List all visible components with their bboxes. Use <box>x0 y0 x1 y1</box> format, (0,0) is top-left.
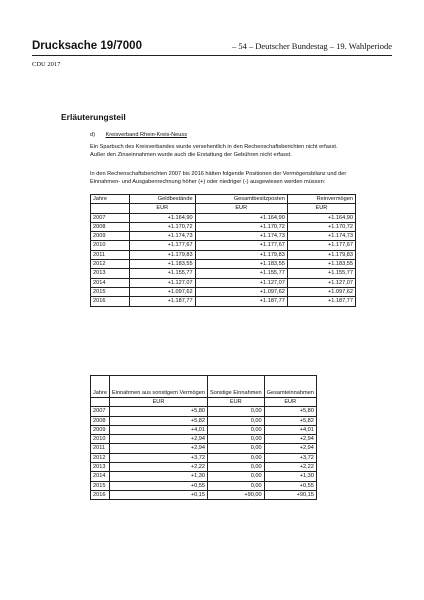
table-row <box>91 222 356 231</box>
header-divider <box>32 55 392 56</box>
value-cell: +5,80 <box>264 407 316 416</box>
year-cell: 2011 <box>91 444 110 453</box>
table-header-row <box>91 376 317 398</box>
column-header: Gesamteinnahmen <box>264 376 316 398</box>
unit-cell <box>91 398 110 407</box>
value-cell: +1.164,90 <box>130 213 196 222</box>
table-row <box>91 407 317 416</box>
year-cell: 2012 <box>91 260 130 269</box>
year-cell: 2013 <box>91 463 110 472</box>
value-cell: +1.170,72 <box>130 222 196 231</box>
value-cell: +1.097,62 <box>130 287 196 296</box>
year-cell: 2009 <box>91 232 130 241</box>
value-cell: +3,72 <box>110 453 208 462</box>
value-cell: +1.177,67 <box>287 241 355 250</box>
value-cell: +1.170,72 <box>287 222 355 231</box>
value-cell: +1.187,77 <box>195 297 287 306</box>
table-row <box>91 444 317 453</box>
table-row <box>91 297 356 306</box>
unit-cell: EUR <box>110 398 208 407</box>
year-cell: 2007 <box>91 213 130 222</box>
value-cell: +1.127,07 <box>195 278 287 287</box>
year-cell: 2016 <box>91 490 110 499</box>
year-cell: 2015 <box>91 287 130 296</box>
value-cell: +1.179,83 <box>130 250 196 259</box>
value-cell: +0,55 <box>110 481 208 490</box>
value-cell: 0,00 <box>207 416 264 425</box>
year-cell: 2008 <box>91 416 110 425</box>
table-header-row <box>91 195 356 204</box>
year-cell: 2015 <box>91 481 110 490</box>
value-cell: +90,15 <box>264 490 316 499</box>
value-cell: +1.183,55 <box>130 260 196 269</box>
year-cell: 2009 <box>91 425 110 434</box>
value-cell: +1,30 <box>110 472 208 481</box>
column-header: Jahre <box>91 195 130 204</box>
year-cell: 2012 <box>91 453 110 462</box>
document-number: Drucksache 19/7000 <box>32 40 142 52</box>
table-row <box>91 287 356 296</box>
value-cell: +1.174,73 <box>195 232 287 241</box>
value-cell: +1.174,73 <box>287 232 355 241</box>
table-unit-row <box>91 398 317 407</box>
value-cell: +1.097,62 <box>287 287 355 296</box>
income-table <box>90 375 317 500</box>
value-cell: +2,22 <box>264 463 316 472</box>
party-label: CDU 2017 <box>32 61 61 68</box>
value-cell: +1.127,07 <box>130 278 196 287</box>
value-cell: +1.127,07 <box>287 278 355 287</box>
year-cell: 2007 <box>91 407 110 416</box>
unit-cell: EUR <box>130 204 196 213</box>
column-header: Geldbestände <box>130 195 196 204</box>
value-cell: +5,80 <box>110 407 208 416</box>
table-row <box>91 453 317 462</box>
column-header: Gesamtbesitzposten <box>195 195 287 204</box>
column-header: Jahre <box>91 376 110 398</box>
unit-cell: EUR <box>264 398 316 407</box>
subsection-title <box>90 132 187 138</box>
year-cell: 2013 <box>91 269 130 278</box>
table-row <box>91 269 356 278</box>
unit-cell: EUR <box>287 204 355 213</box>
paragraph-2: In den Rechenschaftsberichten 2007 bis 2016 hätten folgende Positionen der Vermögensbilanz und der Einnahmen- und Ausgabenrechnung höher (+) oder niedriger (-) ausgewiesen werden müssen: <box>90 171 347 185</box>
value-cell: +2,94 <box>110 444 208 453</box>
value-cell: +1.097,62 <box>195 287 287 296</box>
table-row <box>91 490 317 499</box>
paragraph-1: Ein Sparbuch des Kreisverbandes wurde versehentlich in den Rechenschaftsberichten nicht erfasst. Außer den Zinseinnahmen wurde auch die Erstattung der Gebühren nicht erfasst. <box>90 144 338 158</box>
value-cell: 0,00 <box>207 407 264 416</box>
value-cell: +4,01 <box>110 425 208 434</box>
value-cell: 0,00 <box>207 435 264 444</box>
value-cell: 0,00 <box>207 481 264 490</box>
table-row <box>91 232 356 241</box>
unit-cell: EUR <box>207 398 264 407</box>
value-cell: +90,00 <box>207 490 264 499</box>
table-row <box>91 463 317 472</box>
value-cell: +1.179,83 <box>287 250 355 259</box>
value-cell: +1.174,73 <box>130 232 196 241</box>
table-row <box>91 278 356 287</box>
table-row <box>91 481 317 490</box>
value-cell: +1.177,67 <box>195 241 287 250</box>
year-cell: 2011 <box>91 250 130 259</box>
value-cell: +1.155,77 <box>195 269 287 278</box>
table-row <box>91 425 317 434</box>
value-cell: +1.164,90 <box>287 213 355 222</box>
subsection-label: d) <box>90 132 95 138</box>
value-cell: +2,94 <box>110 435 208 444</box>
table-row <box>91 241 356 250</box>
value-cell: 0,00 <box>207 444 264 453</box>
table-row <box>91 213 356 222</box>
value-cell: +1.155,77 <box>130 269 196 278</box>
value-cell: +4,01 <box>264 425 316 434</box>
subsection-name: Kreisverband Rhein-Kreis-Neuss <box>105 132 188 138</box>
year-cell: 2010 <box>91 435 110 444</box>
column-header: Einnahmen aus sonstigem Vermögen <box>110 376 208 398</box>
value-cell: +1.183,55 <box>195 260 287 269</box>
unit-cell <box>91 204 130 213</box>
year-cell: 2014 <box>91 278 130 287</box>
publisher-line: Deutscher Bundestag – 19. Wahlperiode <box>255 41 392 51</box>
value-cell: +0,55 <box>264 481 316 490</box>
value-cell: +1,30 <box>264 472 316 481</box>
value-cell: +0,15 <box>110 490 208 499</box>
unit-cell: EUR <box>195 204 287 213</box>
balance-table <box>90 194 356 307</box>
value-cell: +2,94 <box>264 435 316 444</box>
value-cell: +1.179,83 <box>195 250 287 259</box>
value-cell: +5,82 <box>264 416 316 425</box>
page-number: – 54 – <box>232 41 254 51</box>
value-cell: +1.187,77 <box>130 297 196 306</box>
page-header <box>32 40 392 54</box>
table-row <box>91 435 317 444</box>
value-cell: +1.183,55 <box>287 260 355 269</box>
table-row <box>91 416 317 425</box>
value-cell: +5,82 <box>110 416 208 425</box>
value-cell: +1.177,67 <box>130 241 196 250</box>
value-cell: +1.155,77 <box>287 269 355 278</box>
value-cell: 0,00 <box>207 453 264 462</box>
value-cell: 0,00 <box>207 472 264 481</box>
column-header: Reinvermögen <box>287 195 355 204</box>
table-row <box>91 260 356 269</box>
value-cell: 0,00 <box>207 425 264 434</box>
year-cell: 2016 <box>91 297 130 306</box>
year-cell: 2008 <box>91 222 130 231</box>
value-cell: +1.187,77 <box>287 297 355 306</box>
value-cell: +3,72 <box>264 453 316 462</box>
value-cell: +1.170,72 <box>195 222 287 231</box>
table-row <box>91 472 317 481</box>
value-cell: +2,22 <box>110 463 208 472</box>
value-cell: +1.164,90 <box>195 213 287 222</box>
value-cell: 0,00 <box>207 463 264 472</box>
year-cell: 2014 <box>91 472 110 481</box>
column-header: Sonstige Einnahmen <box>207 376 264 398</box>
section-heading: Erläuterungsteil <box>61 112 126 122</box>
table-row <box>91 250 356 259</box>
table-unit-row <box>91 204 356 213</box>
year-cell: 2010 <box>91 241 130 250</box>
value-cell: +2,94 <box>264 444 316 453</box>
